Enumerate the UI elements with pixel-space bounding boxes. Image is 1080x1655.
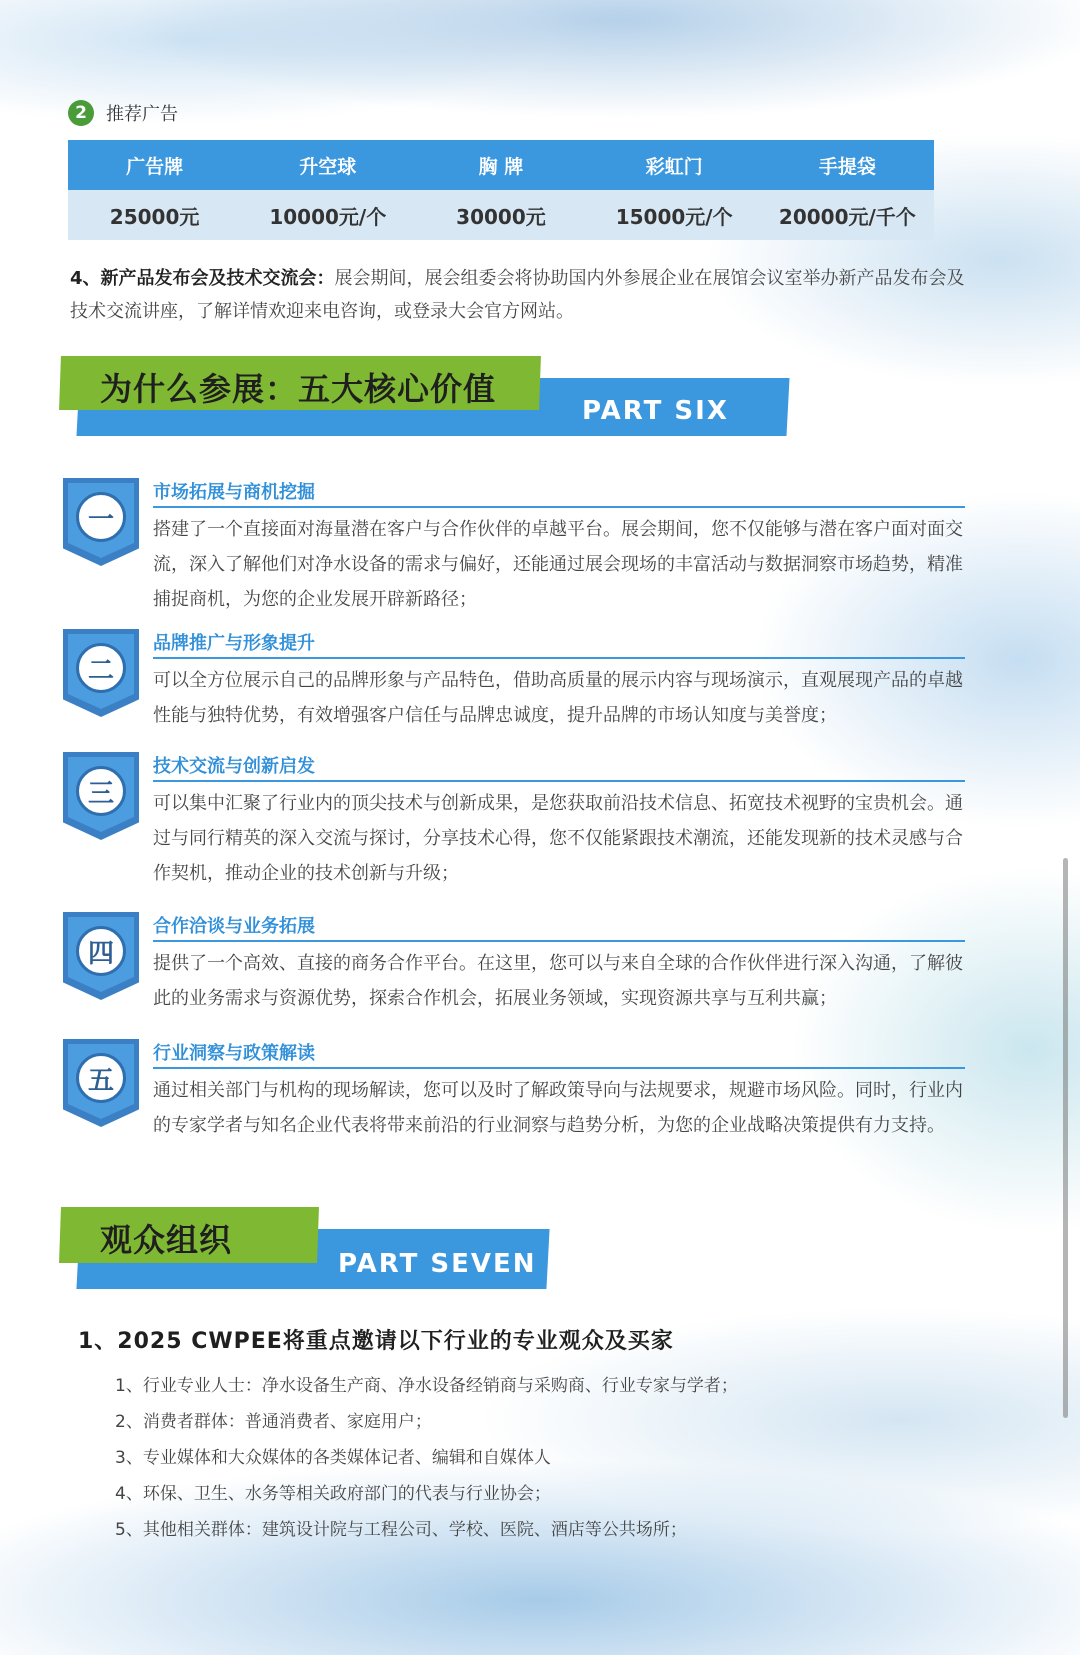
section-title: 为什么参展：五大核心价值 <box>100 370 497 408</box>
value-divider <box>153 780 965 782</box>
value-divider <box>153 940 965 942</box>
table-cell: 20000元/千个 <box>761 190 934 240</box>
list-item: 5、其他相关群体：建筑设计院与工程公司、学校、医院、酒店等公共场所； <box>115 1520 687 1540</box>
number-shield-icon <box>63 629 139 717</box>
shield-number: 四 <box>76 926 126 976</box>
value-item <box>63 1039 963 1169</box>
value-title: 市场拓展与商机挖掘 <box>153 482 315 503</box>
section-banner-part-seven <box>60 1205 560 1295</box>
product-launch-paragraph <box>70 262 970 328</box>
ad-section-label: 推荐广告 <box>106 104 178 125</box>
value-title: 合作洽谈与业务拓展 <box>153 916 315 937</box>
paragraph-text: 展会期间，展会组委会将协助国内外参展企业在展馆会议室举办新产品发布会及技术交流讲座，了解详情欢迎来电咨询，或登录大会官方网站。 <box>70 268 965 322</box>
table-header-row <box>68 140 934 190</box>
section-part-label: PART SEVEN <box>338 1249 537 1279</box>
table-row <box>68 190 934 240</box>
list-item: 2、消费者群体：普通消费者、家庭用户； <box>115 1412 432 1432</box>
shield-number: 一 <box>76 492 126 542</box>
ad-price-table <box>68 140 934 240</box>
audience-list <box>115 1368 738 1548</box>
table-cell: 30000元 <box>414 190 587 240</box>
value-item <box>63 912 963 1012</box>
section-banner-part-six <box>60 350 800 440</box>
list-item: 3、专业媒体和大众媒体的各类媒体记者、编辑和自媒体人 <box>115 1448 551 1468</box>
value-title: 品牌推广与形象提升 <box>153 633 315 654</box>
value-divider <box>153 1067 965 1069</box>
section-title: 观众组织 <box>100 1221 233 1259</box>
paragraph-lead: 4、新产品发布会及技术交流会： <box>70 268 335 289</box>
table-header-cell: 广告牌 <box>68 140 241 190</box>
value-item <box>63 478 963 608</box>
value-text: 提供了一个高效、直接的商务合作平台。在这里，您可以与来自全球的合作伙伴进行深入沟通，了解彼此的业务需求与资源优势，探索合作机会，拓展业务领域，实现资源共享与互利共赢； <box>153 953 963 1009</box>
value-text: 搭建了一个直接面对海量潜在客户与合作伙伴的卓越平台。展会期间，您不仅能够与潜在客户面对面交流，深入了解他们对净水设备的需求与偏好，还能通过展会现场的丰富活动与数据洞察市场趋势，精准捕捉商机，为您的企业发展开辟新路径； <box>153 519 963 610</box>
ad-section-header <box>68 100 178 126</box>
value-divider <box>153 657 965 659</box>
shield-number: 二 <box>76 643 126 693</box>
table-header-cell: 升空球 <box>241 140 414 190</box>
number-shield-icon <box>63 912 139 1000</box>
audience-heading: 1、2025 CWPEE将重点邀请以下行业的专业观众及买家 <box>78 1329 674 1354</box>
table-cell: 15000元/个 <box>588 190 761 240</box>
value-text: 可以集中汇聚了行业内的顶尖技术与创新成果，是您获取前沿技术信息、拓宽技术视野的宝贵机会。通过与同行精英的深入交流与探讨，分享技术心得，您不仅能紧跟技术潮流，还能发现新的技术灵感与合作契机，推动企业的技术创新与升级； <box>153 793 963 884</box>
scrollbar[interactable] <box>1063 858 1068 1418</box>
table-header-cell: 手提袋 <box>761 140 934 190</box>
table-header-cell: 彩虹门 <box>588 140 761 190</box>
section-part-label: PART SIX <box>582 396 729 426</box>
value-divider <box>153 506 965 508</box>
list-item: 4、环保、卫生、水务等相关政府部门的代表与行业协会； <box>115 1484 551 1504</box>
table-header-cell: 胸 牌 <box>414 140 587 190</box>
table-cell: 10000元/个 <box>241 190 414 240</box>
value-title: 技术交流与创新启发 <box>153 756 315 777</box>
value-text: 可以全方位展示自己的品牌形象与产品特色，借助高质量的展示内容与现场演示，直观展现产品的卓越性能与独特优势，有效增强客户信任与品牌忠诚度，提升品牌的市场认知度与美誉度； <box>153 670 963 726</box>
shield-number: 三 <box>76 766 126 816</box>
number-shield-icon <box>63 478 139 566</box>
shield-number: 五 <box>76 1053 126 1103</box>
number-shield-icon <box>63 752 139 840</box>
value-item <box>63 752 963 882</box>
table-cell: 25000元 <box>68 190 241 240</box>
section-number-badge: 2 <box>68 100 94 126</box>
value-text: 通过相关部门与机构的现场解读，您可以及时了解政策导向与法规要求，规避市场风险。同时，行业内的专家学者与知名企业代表将带来前沿的行业洞察与趋势分析，为您的企业战略决策提供有力支持。 <box>153 1080 963 1136</box>
number-shield-icon <box>63 1039 139 1127</box>
value-title: 行业洞察与政策解读 <box>153 1043 315 1064</box>
value-item <box>63 629 963 729</box>
list-item: 1、行业专业人士：净水设备生产商、净水设备经销商与采购商、行业专家与学者； <box>115 1376 738 1396</box>
